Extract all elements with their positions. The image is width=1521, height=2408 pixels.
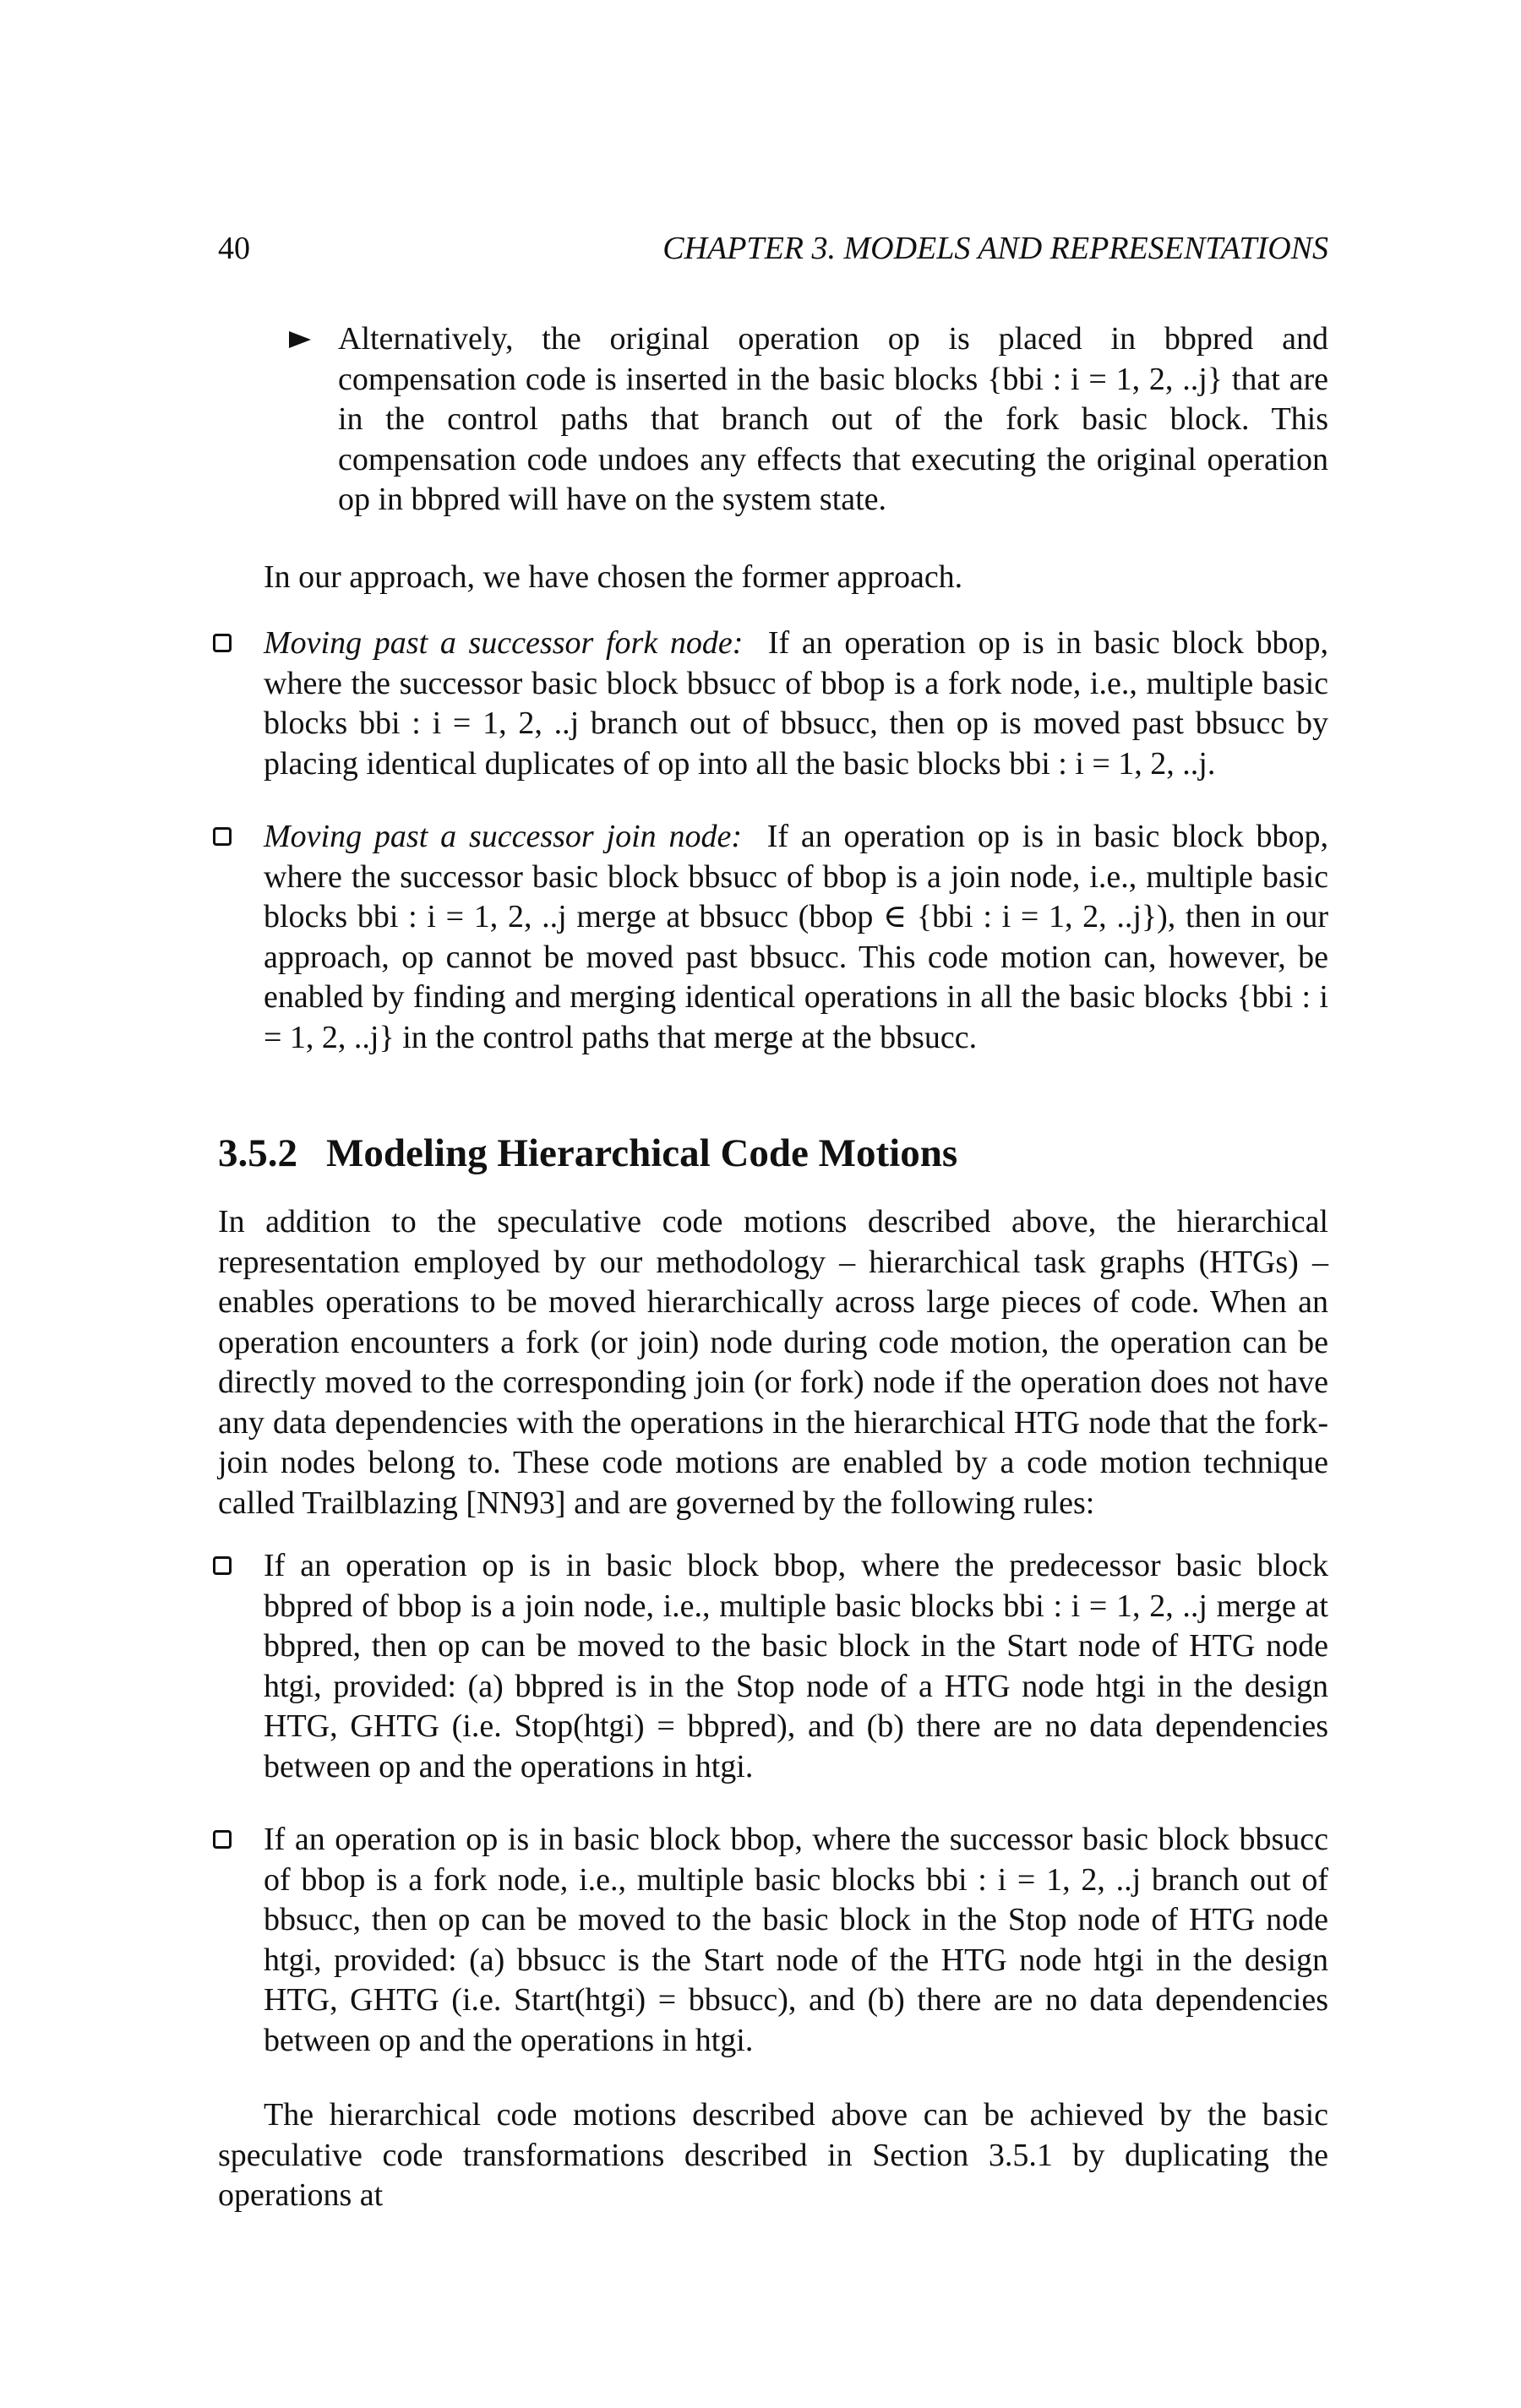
approach-paragraph [264, 558, 1328, 598]
htg-join-rule-text: If an operation op is in basic block bbop, where the predecessor basic block bbpred of bbop is a join node, i.e., multiple basic blocks bbi : i = 1, 2, ..j merge at bbpred, then op can be moved to the basic block in the Start node of HTG node htgi, provided: (a) bbpred is in the Stop node of a HTG node htgi in the design HTG, GHTG (i.e. Stop(htgi) = bbpred), and (b) there are no data dependencies between op and the operations in htgi. [264, 1548, 1328, 1784]
fork-rule-text: If an operation op is in basic block bbop, where the successor basic block bbsucc of bbop is a fork node, i.e., multiple basic blocks bbi : i = 1, 2, ..j branch out of bbsucc, then op is moved past bbsucc by placing identical duplicates of op into all the basic blocks bbi : i = 1, 2, ..j. [264, 625, 1328, 782]
section-number: 3.5.2 [218, 1131, 297, 1175]
square-bullet-icon [213, 1830, 232, 1849]
section-title: Modeling Hierarchical Code Motions [326, 1131, 958, 1175]
htg-fork-rule [264, 1820, 1328, 2061]
intro-text: In addition to the speculative code motions described above, the hierarchical representation employed by our methodology – hierarchical task graphs (HTGs) – enables operations to be moved hierarchically across large pieces of code. When an operation encounters a fork (or join) node during code motion, the operation can be directly moved to the corresponding join (or fork) node if the operation does not have any data dependencies with the operations in the hierarchical HTG node that the fork-join nodes belong to. These code motions are enabled by a code motion technique called Trailblazing [NN93] and are governed by the following rules: [218, 1204, 1328, 1521]
htg-fork-rule-text: If an operation op is in basic block bbop, where the successor basic block bbsucc of bbop is a fork node, i.e., multiple basic blocks bbi : i = 1, 2, ..j branch out of bbsucc, then op can be moved to the basic block in the Stop node of HTG node htgi, provided: (a) bbsucc is the Start node of the HTG node htgi in the design HTG, GHTG (i.e. Start(htgi) = bbsucc), and (b) there are no data dependencies between op and the operations in htgi. [264, 1822, 1328, 2058]
approach-text: In our approach, we have chosen the former approach. [264, 559, 963, 595]
arrow-list-item [338, 319, 1328, 520]
closing-text: The hierarchical code motions described above can be achieved by the basic speculative code transformations described in Section 3.5.1 by duplicating the operations at [218, 2097, 1328, 2213]
square-bullet-icon [213, 634, 232, 652]
join-rule-lead: Moving past a successor join node: [264, 819, 743, 854]
fork-node-rule [264, 624, 1328, 784]
arrow-item-text: Alternatively, the original operation op is placed in bbpred and compensation code is inserted in the basic blocks {bbi : i = 1, 2, ..j} that are in the control paths that branch out of the fork basic block. This compensation code undoes any effects that executing the original operation op in bbpred will have on the system state. [338, 321, 1328, 517]
intro-paragraph [218, 1202, 1328, 1523]
section-heading [218, 1130, 957, 1176]
page-number: 40 [218, 231, 250, 266]
arrow-bullet-icon [289, 331, 311, 348]
join-node-rule [264, 817, 1328, 1058]
square-bullet-icon [213, 1556, 232, 1575]
join-rule-text: If an operation op is in basic block bbop, where the successor basic block bbsucc of bbop is a join node, i.e., multiple basic blocks bbi : i = 1, 2, ..j merge at bbsucc (bbop ∈ {bbi : i = 1, 2, ..j}), then in our approach, op cannot be moved past bbsucc. This code motion can, however, be enabled by finding and merging identical operations in all the basic blocks {bbi : i = 1, 2, ..j} in the control paths that merge at the bbsucc. [264, 819, 1329, 1055]
htg-join-rule [264, 1546, 1328, 1787]
fork-rule-lead: Moving past a successor fork node: [264, 625, 744, 661]
closing-paragraph [218, 2095, 1328, 2216]
square-bullet-icon [213, 827, 232, 846]
running-head: CHAPTER 3. MODELS AND REPRESENTATIONS [662, 231, 1328, 266]
